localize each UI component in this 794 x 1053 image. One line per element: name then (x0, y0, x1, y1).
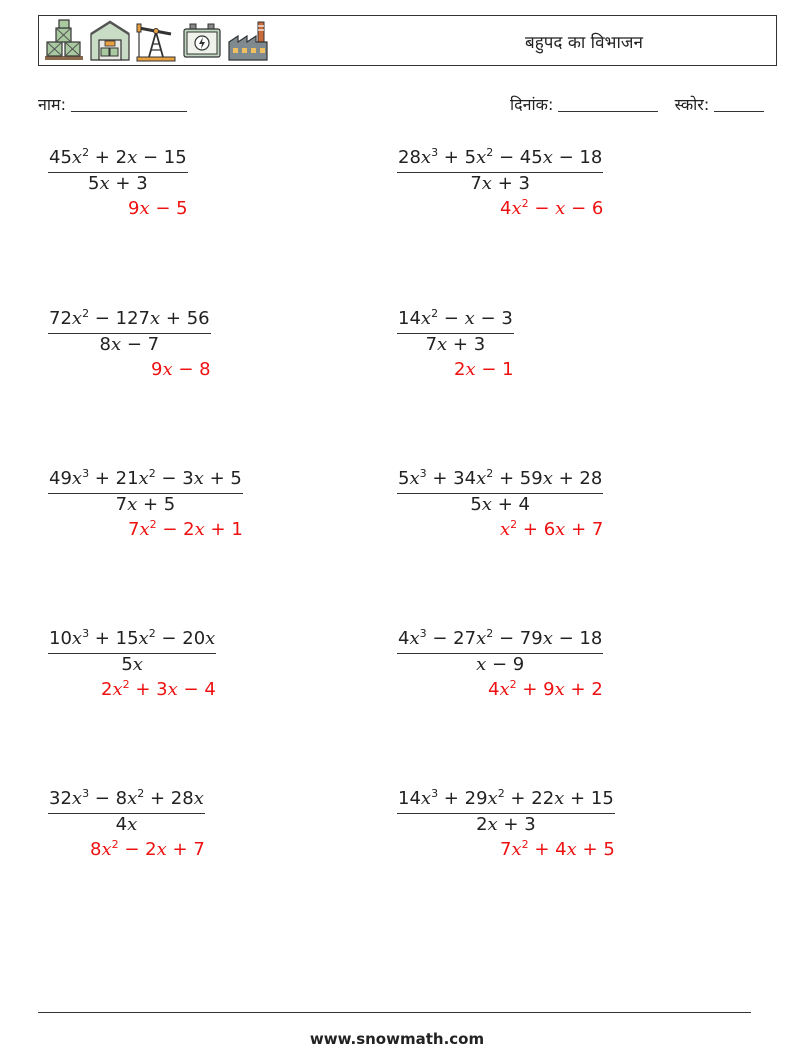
name-field (38, 93, 187, 115)
name-label: नाम: (38, 95, 66, 114)
denominator: 7x + 3 (397, 172, 603, 195)
fraction (48, 467, 243, 516)
answer: 9x − 8 (151, 359, 211, 380)
answer: $x^2 + 6x + 7$ (500, 518, 604, 540)
problem-6 (397, 467, 604, 540)
warehouse-icon (89, 18, 131, 62)
fraction (397, 307, 514, 356)
date-score-fields (510, 93, 764, 115)
oil-pump-icon (135, 18, 177, 62)
date-label: दिनांक: (510, 95, 554, 114)
problem-10 (397, 787, 615, 860)
answer: $4x^2 + 9x + 2$ (488, 678, 603, 700)
fraction (397, 787, 615, 836)
footer-divider (38, 1012, 751, 1013)
fraction (48, 627, 216, 676)
score-blank[interactable] (714, 97, 764, 112)
numerator: $10x^3 + 15x^2 - 20x$ (49, 627, 216, 649)
answer: 2x − 1 (454, 359, 514, 380)
name-blank[interactable] (71, 97, 187, 112)
fraction (397, 146, 603, 195)
denominator: 5x + 4 (397, 493, 603, 516)
denominator: 7x + 3 (397, 333, 514, 356)
numerator: $49x^3 + 21x^2 - 3x + 5$ (49, 467, 242, 489)
numerator: $28x^3 + 5x^2 - 45x - 18$ (398, 146, 603, 168)
denominator: 4x (48, 813, 205, 836)
fraction (397, 467, 603, 516)
denominator: 5x (48, 653, 216, 676)
date-blank[interactable] (558, 97, 658, 112)
denominator: 8x − 7 (48, 333, 211, 356)
denominator: 7x + 5 (48, 493, 243, 516)
denominator: 5x + 3 (48, 172, 188, 195)
answer: 9x − 5 (128, 198, 188, 219)
numerator: $72x^2 - 127x + 56$ (49, 307, 210, 329)
numerator: $45x^2 + 2x - 15$ (49, 146, 187, 168)
battery-icon (181, 18, 223, 62)
fraction (48, 307, 211, 356)
numerator: $14x^2 - x - 3$ (398, 307, 513, 329)
problem-5 (48, 467, 243, 540)
factory-icon (227, 18, 269, 62)
problem-2 (397, 146, 604, 219)
numerator: $32x^3 - 8x^2 + 28x$ (49, 787, 204, 809)
answer: $4x^2 - x - 6$ (500, 197, 604, 219)
fraction (48, 787, 205, 836)
answer: $8x^2 - 2x + 7$ (90, 838, 205, 860)
score-label: स्कोर: (674, 95, 710, 114)
numerator: $4x^3 - 27x^2 - 79x - 18$ (398, 627, 603, 649)
header-icons (43, 18, 273, 62)
denominator: x − 9 (397, 653, 603, 676)
problem-4 (397, 307, 514, 380)
header-box (38, 15, 777, 66)
answer: $2x^2 + 3x - 4$ (101, 678, 216, 700)
page-title: बहुपद का विभाजन (525, 33, 643, 53)
problem-8 (397, 627, 603, 700)
fraction (48, 146, 188, 195)
numerator: $14x^3 + 29x^2 + 22x + 15$ (398, 787, 614, 809)
fraction (397, 627, 603, 676)
denominator: 2x + 3 (397, 813, 615, 836)
problem-7 (48, 627, 216, 700)
answer: $7x^2 + 4x + 5$ (500, 838, 615, 860)
crates-icon (43, 18, 85, 62)
problem-1 (48, 146, 188, 219)
problem-3 (48, 307, 211, 380)
problem-9 (48, 787, 205, 860)
footer-url: www.snowmath.com (309, 1030, 485, 1048)
answer: $7x^2 - 2x + 1$ (128, 518, 243, 540)
numerator: $5x^3 + 34x^2 + 59x + 28$ (398, 467, 603, 489)
